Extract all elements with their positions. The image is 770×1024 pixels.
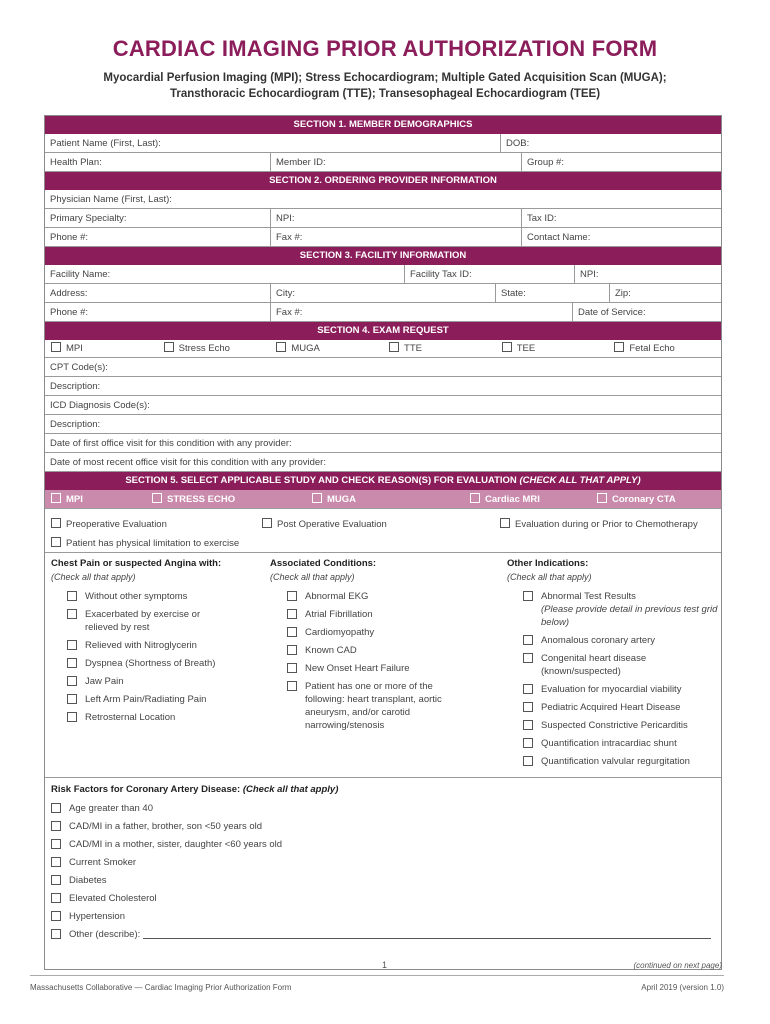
checkbox[interactable] xyxy=(51,911,61,921)
checkbox[interactable] xyxy=(500,518,510,528)
associated-condition-item[interactable]: Atrial Fibrillation xyxy=(287,608,452,621)
study-option-coronary-cta[interactable]: Coronary CTA xyxy=(597,490,721,508)
section-4-row-desc1 xyxy=(45,377,721,396)
checkbox[interactable] xyxy=(523,702,533,712)
checkbox[interactable] xyxy=(287,627,297,637)
checkbox[interactable] xyxy=(389,342,399,352)
icd-description-field[interactable]: Description: xyxy=(50,419,101,430)
section-4-row-icd xyxy=(45,396,721,415)
checkbox[interactable] xyxy=(67,712,77,722)
risk-factor-item[interactable]: Age greater than 40 xyxy=(51,802,711,815)
study-option-muga[interactable]: MUGA xyxy=(312,490,470,508)
study-options-row xyxy=(45,490,721,509)
cpt-codes-field[interactable]: CPT Code(s): xyxy=(50,362,108,373)
section-2-header: SECTION 2. ORDERING PROVIDER INFORMATION xyxy=(45,172,721,190)
checkbox[interactable] xyxy=(523,653,533,663)
checkbox[interactable] xyxy=(67,640,77,650)
subtitle-line-1: Myocardial Perfusion Imaging (MPI); Stress Echocardiogram; Multiple Gated Acquisition Scan (MUGA); xyxy=(103,72,667,84)
physician-npi-field[interactable]: NPI: xyxy=(271,209,522,227)
checkbox[interactable] xyxy=(67,676,77,686)
checkbox[interactable] xyxy=(597,493,607,503)
chest-pain-list xyxy=(67,590,237,729)
associated-condition-item[interactable]: Abnormal EKG xyxy=(287,590,452,603)
address-field[interactable]: Address: xyxy=(45,284,271,302)
chest-pain-heading: Chest Pain or suspected Angina with: xyxy=(51,558,222,569)
facility-phone-field[interactable]: Phone #: xyxy=(45,303,271,321)
chest-pain-item[interactable]: Relieved with Nitroglycerin xyxy=(67,639,237,652)
subtitle-line-2: Transthoracic Echocardiogram (TTE); Transesophageal Echocardiogram (TEE) xyxy=(169,88,601,100)
checkbox[interactable] xyxy=(51,929,61,939)
checkbox[interactable] xyxy=(287,591,297,601)
checkbox[interactable] xyxy=(51,537,61,547)
risk-factor-item[interactable]: CAD/MI in a father, brother, son <50 years old xyxy=(51,820,711,833)
checkbox[interactable] xyxy=(51,342,61,352)
form-subtitle xyxy=(0,70,770,102)
checkbox[interactable] xyxy=(523,591,533,601)
other-describe-line[interactable] xyxy=(143,928,711,939)
exam-option-muga[interactable]: MUGA xyxy=(270,340,383,357)
facility-tax-id-field[interactable]: Facility Tax ID: xyxy=(405,265,575,283)
associated-condition-item[interactable]: Patient has one or more of the following: heart transplant, aortic aneurysm, and/or carotid narrowing/stenosis xyxy=(287,680,452,732)
risk-factor-other[interactable]: Other (describe): xyxy=(51,928,711,941)
exam-option-fetal-echo[interactable]: Fetal Echo xyxy=(608,340,721,357)
associated-condition-item[interactable]: New Onset Heart Failure xyxy=(287,662,452,675)
risk-factor-item[interactable]: Diabetes xyxy=(51,874,711,887)
first-visit-field[interactable]: Date of first office visit for this condition with any provider: xyxy=(50,438,292,449)
checkbox[interactable] xyxy=(51,857,61,867)
state-field[interactable]: State: xyxy=(496,284,610,302)
checkbox[interactable] xyxy=(51,875,61,885)
checkbox[interactable] xyxy=(152,493,162,503)
footer-right: April 2019 (version 1.0) xyxy=(641,983,724,992)
patient-name-field[interactable]: Patient Name (First, Last): xyxy=(45,134,501,152)
section-4-row-recent-visit xyxy=(45,453,721,472)
associated-condition-item[interactable]: Known CAD xyxy=(287,644,452,657)
other-indication-item[interactable]: Congenital heart disease (known/suspected) xyxy=(523,652,673,678)
exam-option-tte[interactable]: TTE xyxy=(383,340,496,357)
continued-note: (continued on next page) xyxy=(633,961,722,970)
associated-conditions-list xyxy=(287,590,452,737)
facility-name-field[interactable]: Facility Name: xyxy=(45,265,405,283)
section-4-row-desc2 xyxy=(45,415,721,434)
form-title: CARDIAC IMAGING PRIOR AUTHORIZATION FORM xyxy=(112,36,658,61)
section-5-divider xyxy=(45,552,721,553)
checkbox[interactable] xyxy=(312,493,322,503)
footer-divider xyxy=(30,975,724,976)
other-indication-item[interactable]: Quantification intracardiac shunt xyxy=(523,737,721,750)
page-number: 1 xyxy=(382,960,388,970)
physical-limitation-option[interactable]: Patient has physical limitation to exercise xyxy=(51,537,239,549)
risk-factor-item[interactable]: Hypertension xyxy=(51,910,711,923)
checkbox[interactable] xyxy=(51,821,61,831)
other-indications-subheading: (Check all that apply) xyxy=(507,572,592,582)
checkbox[interactable] xyxy=(287,645,297,655)
other-indication-item[interactable]: Suspected Constrictive Pericarditis xyxy=(523,719,721,732)
risk-factors-list xyxy=(51,802,711,946)
risk-factor-item[interactable]: Elevated Cholesterol xyxy=(51,892,711,905)
checkbox[interactable] xyxy=(523,756,533,766)
other-indications-list xyxy=(523,590,721,773)
chest-pain-subheading: (Check all that apply) xyxy=(51,572,136,582)
checkbox[interactable] xyxy=(51,839,61,849)
checkbox[interactable] xyxy=(51,493,61,503)
risk-divider xyxy=(45,777,721,778)
checkbox[interactable] xyxy=(287,681,297,691)
chest-pain-item[interactable]: Left Arm Pain/Radiating Pain xyxy=(67,693,237,706)
section-5-header: SECTION 5. SELECT APPLICABLE STUDY AND CHECK REASON(S) FOR EVALUATION (CHECK ALL THAT APPLY) xyxy=(45,472,721,490)
other-indication-item[interactable]: Quantification valvular regurgitation xyxy=(523,755,721,768)
checkbox[interactable] xyxy=(470,493,480,503)
chest-pain-item[interactable]: Exacerbated by exercise or relieved by rest xyxy=(67,608,207,634)
associated-condition-item[interactable]: Cardiomyopathy xyxy=(287,626,452,639)
chest-pain-item[interactable]: Retrosternal Location xyxy=(67,711,237,724)
facility-fax-field[interactable]: Fax #: xyxy=(271,303,573,321)
group-field[interactable]: Group #: xyxy=(527,157,564,168)
study-option-stress-echo[interactable]: STRESS ECHO xyxy=(152,490,312,508)
member-id-field[interactable]: Member ID: xyxy=(271,153,522,171)
chest-pain-item[interactable]: Dyspnea (Shortness of Breath) xyxy=(67,657,237,670)
checkbox[interactable] xyxy=(67,658,77,668)
section-2-row-1 xyxy=(45,190,721,209)
associated-conditions-heading: Associated Conditions: xyxy=(270,558,377,569)
footer-left: Massachusetts Collaborative — Cardiac Imaging Prior Authorization Form xyxy=(30,983,292,992)
risk-factors-heading: Risk Factors for Coronary Artery Disease: (Check all that apply) xyxy=(51,784,339,795)
checkbox[interactable] xyxy=(502,342,512,352)
chest-pain-item[interactable]: Jaw Pain xyxy=(67,675,237,688)
checkbox[interactable] xyxy=(276,342,286,352)
preoperative-option[interactable]: Preoperative Evaluation xyxy=(51,518,167,530)
zip-field[interactable]: Zip: xyxy=(615,288,631,299)
risk-factor-item[interactable]: CAD/MI in a mother, sister, daughter <60 years old xyxy=(51,838,711,851)
post-operative-option[interactable]: Post Operative Evaluation xyxy=(262,518,387,530)
physician-fax-field[interactable]: Fax #: xyxy=(271,228,522,246)
section-4-header: SECTION 4. EXAM REQUEST xyxy=(45,322,721,340)
checkbox[interactable] xyxy=(287,609,297,619)
section-1-row-1 xyxy=(45,134,721,153)
study-option-mpi[interactable]: MPI xyxy=(45,490,152,508)
section-2-row-2 xyxy=(45,209,721,228)
icd-codes-field[interactable]: ICD Diagnosis Code(s): xyxy=(50,400,150,411)
other-indication-item[interactable]: Pediatric Acquired Heart Disease xyxy=(523,701,721,714)
checkbox[interactable] xyxy=(523,635,533,645)
exam-options-row xyxy=(45,340,721,358)
checkbox[interactable] xyxy=(164,342,174,352)
other-indications-heading: Other Indications: xyxy=(507,558,589,569)
tax-id-field[interactable]: Tax ID: xyxy=(527,213,557,224)
abnormal-test-note: (Please provide detail in previous test grid below) xyxy=(541,604,718,628)
cpt-description-field[interactable]: Description: xyxy=(50,381,101,392)
checkbox[interactable] xyxy=(51,893,61,903)
checkbox[interactable] xyxy=(523,720,533,730)
section-1-row-2 xyxy=(45,153,721,172)
other-indication-item[interactable]: Anomalous coronary artery xyxy=(523,634,721,647)
study-option-cardiac-mri[interactable]: Cardiac MRI xyxy=(470,490,597,508)
section-3-header: SECTION 3. FACILITY INFORMATION xyxy=(45,247,721,265)
section-3-row-3 xyxy=(45,303,721,322)
facility-npi-field[interactable]: NPI: xyxy=(580,269,599,280)
physician-phone-field[interactable]: Phone #: xyxy=(45,228,271,246)
associated-conditions-subheading: (Check all that apply) xyxy=(270,572,355,582)
recent-visit-field[interactable]: Date of most recent office visit for this condition with any provider: xyxy=(50,457,326,468)
city-field[interactable]: City: xyxy=(271,284,496,302)
primary-specialty-field[interactable]: Primary Specialty: xyxy=(45,209,271,227)
other-indication-item[interactable]: Evaluation for myocardial viability xyxy=(523,683,721,696)
risk-factor-item[interactable]: Current Smoker xyxy=(51,856,711,869)
health-plan-field[interactable]: Health Plan: xyxy=(45,153,271,171)
checkbox[interactable] xyxy=(523,738,533,748)
section-1-header: SECTION 1. MEMBER DEMOGRAPHICS xyxy=(45,116,721,134)
section-3-row-2 xyxy=(45,284,721,303)
exam-option-tee[interactable]: TEE xyxy=(496,340,609,357)
contact-name-field[interactable]: Contact Name: xyxy=(527,232,591,243)
exam-option-stress-echo[interactable]: Stress Echo xyxy=(158,340,271,357)
exam-option-mpi[interactable]: MPI xyxy=(45,340,158,357)
checkbox[interactable] xyxy=(67,609,77,619)
checkbox[interactable] xyxy=(67,694,77,704)
section-3-row-1 xyxy=(45,265,721,284)
section-2-row-3 xyxy=(45,228,721,247)
checkbox[interactable] xyxy=(614,342,624,352)
chest-pain-item[interactable]: Without other symptoms xyxy=(67,590,237,603)
physician-name-field[interactable]: Physician Name (First, Last): xyxy=(50,194,172,205)
dob-field[interactable]: DOB: xyxy=(506,138,530,149)
checkbox[interactable] xyxy=(523,684,533,694)
other-indication-item[interactable]: Abnormal Test Results (Please provide detail in previous test grid below) xyxy=(523,590,721,629)
checkbox[interactable] xyxy=(67,591,77,601)
section-4-row-first-visit xyxy=(45,434,721,453)
checkbox[interactable] xyxy=(262,518,272,528)
checkbox[interactable] xyxy=(51,518,61,528)
chemotherapy-option[interactable]: Evaluation during or Prior to Chemotherapy xyxy=(500,518,698,530)
checkbox[interactable] xyxy=(51,803,61,813)
date-of-service-field[interactable]: Date of Service: xyxy=(578,307,646,318)
checkbox[interactable] xyxy=(287,663,297,673)
section-4-row-cpt xyxy=(45,358,721,377)
